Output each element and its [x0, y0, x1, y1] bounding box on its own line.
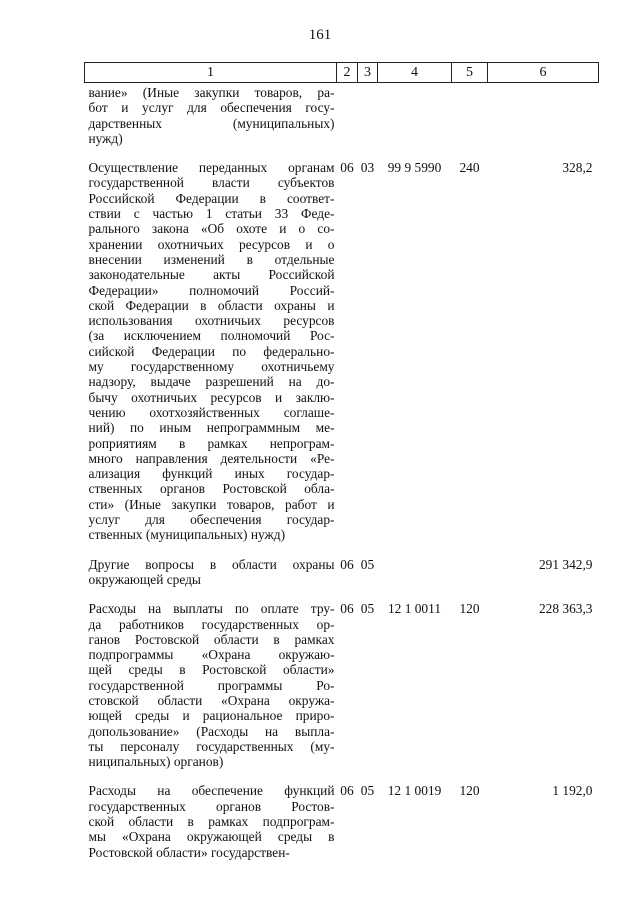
row-amount: 228 363,3: [538, 601, 593, 617]
row-name-line: Расходы на обеспечение функций: [88, 783, 335, 799]
row-name-line: сти» (Иные закупки товаров, работ и: [88, 496, 335, 512]
row-name-cell: [85, 557, 337, 588]
row-name-line: ющей среды и рациональное приро-: [88, 708, 335, 724]
row-amount: 1 192,0: [552, 783, 593, 799]
row-subsection-code: 03: [360, 160, 375, 176]
row-name-line: ской Федерации в области охраны и: [88, 297, 335, 313]
row-section-code: 06: [340, 160, 354, 176]
row-name-line: ганов Ростовской области в рамках: [88, 631, 335, 647]
table-row: [85, 83, 599, 147]
header-col-expense-type: 5: [452, 63, 488, 83]
row-expense-type: [452, 557, 488, 588]
row-name-line: окружающей среды: [88, 571, 201, 587]
row-name-line: (за исключением полномочий Рос-: [88, 328, 335, 344]
row-name-line: Ростовской области» государствен-: [88, 844, 290, 860]
row-name-line: ний) по иным непрограммным ме-: [88, 420, 335, 436]
row-spacer: [85, 769, 599, 783]
row-amount: 291 342,9: [538, 556, 593, 572]
row-name-line: допользование» (Расходы на выпла-: [88, 723, 335, 739]
table-row: [85, 557, 599, 588]
row-spacer-cell: [85, 769, 599, 783]
row-name-line: Федерации» полномочий Россий-: [88, 282, 335, 298]
row-subsection-code: [358, 83, 378, 147]
row-name-line: ственных (муниципальных) нужд): [88, 527, 286, 543]
row-name-line: Осуществление переданных органам: [88, 160, 335, 176]
table-row: [85, 601, 599, 769]
header-col-subsection: 3: [358, 63, 378, 83]
row-name-line: государственных органов Ростов-: [88, 798, 335, 814]
row-expense-type: [452, 83, 488, 147]
row-name-line: да работников государственных ор-: [88, 616, 335, 632]
row-name-line: чению охотхозяйственных соглаше-: [88, 404, 335, 420]
row-name-line: ализация функций иных государ-: [88, 466, 335, 482]
header-col-name: 1: [85, 63, 337, 83]
row-name-line: надзору, выдаче разрешений на до-: [88, 374, 335, 390]
row-expense-type: 120: [459, 783, 480, 799]
header-col-amount: 6: [488, 63, 599, 83]
row-name-line: государственной программы Ро-: [88, 677, 335, 693]
row-name-line: Расходы на выплаты по оплате тру-: [88, 601, 335, 617]
row-name-line: ской области в рамках подпрограм-: [88, 814, 335, 830]
row-name-line: Другие вопросы в области охраны: [88, 556, 335, 572]
row-name-line: внесении изменений в отдельные: [88, 251, 335, 267]
row-spacer-cell: [85, 543, 599, 557]
row-name-line: мы «Охрана окружающей среды в: [88, 829, 335, 845]
row-subsection-code: 05: [360, 601, 375, 617]
row-target-article: 12 1 0019: [387, 783, 442, 799]
row-name-line: му государственному охотничьему: [88, 359, 335, 375]
row-name-line: вание» (Иные закупки товаров, ра-: [88, 85, 335, 100]
row-name-line: Российской Федерации в соответ-: [88, 190, 335, 206]
row-name-line: использования охотничьих ресурсов: [88, 313, 335, 329]
row-target-article: 12 1 0011: [387, 601, 442, 617]
row-amount: [488, 83, 599, 147]
row-name-line: ствии с частью 1 статьи 33 Феде-: [88, 206, 335, 222]
row-name-line: сийской Федерации по федерально-: [88, 343, 335, 359]
row-expense-type: 240: [459, 160, 480, 176]
row-section-code: 06: [340, 601, 354, 617]
row-name-line: дарственных (муниципальных): [88, 115, 335, 131]
row-name-line: много направления деятельности «Ре-: [88, 450, 335, 466]
row-name-cell: [85, 601, 337, 769]
row-section-code: 06: [340, 556, 354, 572]
row-subsection-code: 05: [360, 556, 375, 572]
table-row: [85, 783, 599, 859]
row-name-line: подпрограммы «Охрана окружаю-: [88, 647, 335, 663]
row-name-line: ниципальных) органов): [88, 754, 224, 770]
row-section-code: 06: [340, 783, 354, 799]
row-name-line: государственной власти субъектов: [88, 175, 335, 191]
row-spacer: [85, 587, 599, 601]
row-name-line: законодательные акты Российской: [88, 267, 335, 283]
page-number: 161: [308, 27, 332, 43]
row-section-code: [337, 83, 358, 147]
row-name-line: стовской области «Охрана окружа-: [88, 692, 335, 708]
header-col-section: 2: [337, 63, 358, 83]
row-amount: 328,2: [562, 160, 593, 176]
row-spacer-cell: [85, 146, 599, 160]
row-name-cell: [85, 83, 337, 147]
row-name-line: бычу охотничьих ресурсов и заклю-: [88, 389, 335, 405]
header-col-target-article: 4: [378, 63, 452, 83]
budget-table: [84, 62, 599, 860]
row-name-line: рального закона «Об охоте и о со-: [88, 221, 335, 237]
row-name-cell: [85, 160, 337, 542]
row-spacer-cell: [85, 587, 599, 601]
row-target-article: 99 9 5990: [387, 160, 442, 176]
row-spacer: [85, 543, 599, 557]
row-target-article: [378, 557, 452, 588]
row-name-line: нужд): [88, 130, 123, 146]
row-subsection-code: 05: [360, 783, 375, 799]
table-header: [85, 63, 599, 83]
row-name-line: хранении охотничьих ресурсов и о: [88, 236, 335, 252]
row-spacer: [85, 146, 599, 160]
row-name-line: щей среды в Ростовской области»: [88, 662, 335, 678]
table-body: [85, 83, 599, 860]
row-name-line: ственных органов Ростовской обла-: [88, 481, 335, 497]
header-row: [85, 63, 599, 83]
row-name-line: услуг для обеспечения государ-: [88, 512, 335, 528]
row-target-article: [378, 83, 452, 147]
row-name-line: бот и услуг для обеспечения госу-: [88, 100, 335, 116]
row-name-line: ты персоналу государственных (му-: [88, 738, 335, 754]
row-expense-type: 120: [459, 601, 480, 617]
row-name-cell: [85, 783, 337, 859]
row-name-line: роприятиям в рамках непрограм-: [88, 435, 335, 451]
table-row: [85, 160, 599, 542]
